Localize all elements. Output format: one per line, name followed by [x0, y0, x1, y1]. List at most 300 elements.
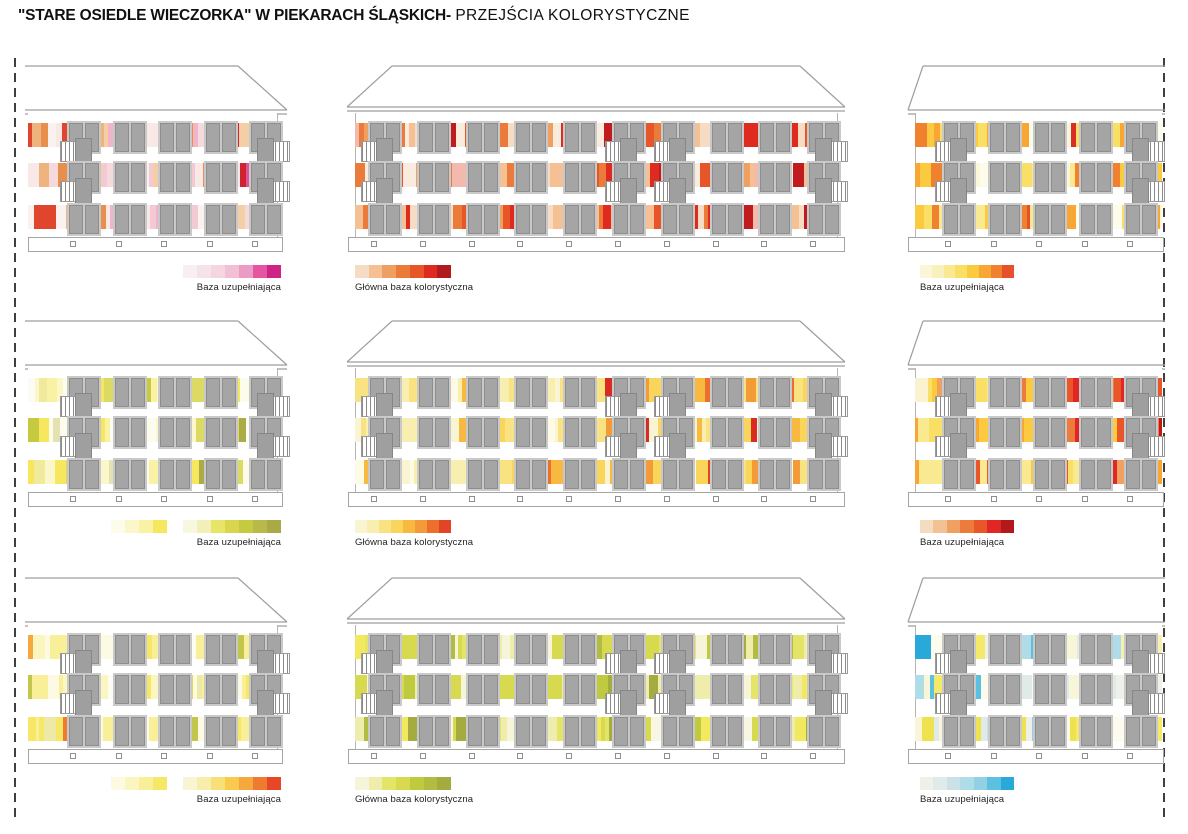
window	[758, 458, 792, 491]
legend-swatch	[125, 777, 139, 790]
window-sash	[1006, 460, 1020, 489]
window-sash	[206, 418, 220, 447]
vent-square	[713, 753, 719, 759]
window-sash	[728, 123, 742, 152]
vent-square	[1127, 753, 1133, 759]
window-sash	[776, 163, 790, 192]
stripe	[147, 123, 155, 147]
stripe	[355, 205, 363, 229]
legend-swatch	[403, 520, 415, 533]
legend-swatch	[439, 520, 451, 533]
window-sash	[1006, 418, 1020, 447]
window	[67, 458, 101, 491]
window	[988, 161, 1022, 194]
window-sash	[516, 123, 530, 152]
vent-square	[945, 241, 951, 247]
balcony-panel	[669, 433, 686, 460]
stripe	[355, 717, 364, 741]
window	[758, 376, 792, 409]
window	[710, 416, 744, 449]
window-sash	[435, 205, 449, 234]
legend-strip	[183, 777, 281, 790]
balcony-panel	[75, 690, 92, 717]
vent-square	[664, 753, 670, 759]
window-sash	[1035, 418, 1049, 447]
legend-swatch	[391, 520, 403, 533]
elevation-middle-center	[347, 320, 845, 555]
window-sash	[728, 205, 742, 234]
window-sash	[1035, 717, 1049, 746]
stripe	[239, 123, 248, 147]
window-sash	[419, 460, 433, 489]
window-sash	[516, 460, 530, 489]
roof-outline	[347, 577, 845, 629]
window-sash	[435, 418, 449, 447]
window	[710, 673, 744, 706]
stripe	[793, 163, 803, 187]
stripe	[402, 418, 411, 442]
stripe	[1160, 717, 1162, 741]
window-sash	[484, 675, 498, 704]
window-sash	[115, 163, 129, 192]
window	[417, 416, 451, 449]
legend-label: Baza uzupełniająca	[920, 794, 1005, 805]
vent-square	[713, 496, 719, 502]
window-sash	[516, 163, 530, 192]
stripe	[1021, 123, 1029, 147]
window-sash	[760, 205, 774, 234]
vent-square	[207, 753, 213, 759]
window-sash	[1051, 163, 1065, 192]
stripe	[744, 123, 753, 147]
window-sash	[251, 717, 265, 746]
window-sash	[131, 163, 145, 192]
window-sash	[565, 418, 579, 447]
window-sash	[663, 460, 677, 489]
window-sash	[160, 717, 174, 746]
window	[417, 121, 451, 154]
vent-square	[810, 753, 816, 759]
window-sash	[1006, 123, 1020, 152]
balcony-panel	[669, 178, 686, 205]
plinth	[28, 237, 283, 252]
window-sash	[532, 205, 546, 234]
stripe	[452, 163, 464, 187]
legend-label: Baza uzupełniająca	[196, 794, 281, 805]
window	[1033, 673, 1067, 706]
legend-swatch	[1001, 777, 1014, 790]
stripe	[551, 675, 562, 699]
window-sash	[712, 418, 726, 447]
balcony-panel	[950, 178, 967, 205]
legend-strip	[183, 265, 281, 278]
legend-swatch	[1001, 520, 1014, 533]
window	[661, 458, 695, 491]
stripe	[978, 123, 987, 147]
legend-swatch	[239, 265, 253, 278]
window-sash	[565, 460, 579, 489]
window-sash	[1142, 460, 1156, 489]
stripe	[915, 378, 928, 402]
window	[563, 161, 597, 194]
vent-square	[252, 753, 258, 759]
window-sash	[809, 717, 823, 746]
window	[417, 633, 451, 666]
balcony-panel	[75, 178, 92, 205]
window-sash	[160, 418, 174, 447]
window-sash	[85, 460, 99, 489]
vent-square	[566, 241, 572, 247]
window-sash	[222, 205, 236, 234]
vent-square	[371, 496, 377, 502]
window	[710, 161, 744, 194]
window-sash	[115, 378, 129, 407]
window-sash	[85, 205, 99, 234]
vent-square	[469, 496, 475, 502]
vent-square	[664, 241, 670, 247]
window-sash	[160, 635, 174, 664]
legend-swatch	[382, 777, 396, 790]
window	[466, 715, 500, 748]
vent-square	[664, 496, 670, 502]
window-sash	[160, 163, 174, 192]
window-sash	[160, 378, 174, 407]
window-sash	[419, 205, 433, 234]
window	[710, 203, 744, 236]
window	[988, 673, 1022, 706]
window-sash	[516, 205, 530, 234]
window-sash	[419, 123, 433, 152]
window	[758, 715, 792, 748]
window-sash	[484, 460, 498, 489]
window-sash	[419, 675, 433, 704]
window-sash	[1081, 378, 1095, 407]
vent-square	[161, 241, 167, 247]
balcony-panel	[1132, 690, 1149, 717]
roof-outline	[347, 320, 845, 372]
window-sash	[1097, 205, 1111, 234]
window	[563, 458, 597, 491]
vent-square	[1036, 753, 1042, 759]
window	[988, 416, 1022, 449]
window-sash	[990, 675, 1004, 704]
vent-square	[1127, 241, 1133, 247]
window	[563, 203, 597, 236]
window	[113, 633, 147, 666]
window-sash	[532, 123, 546, 152]
window	[158, 203, 192, 236]
window-sash	[222, 717, 236, 746]
vent-square	[70, 753, 76, 759]
legend-swatch	[974, 520, 987, 533]
window	[417, 203, 451, 236]
window-sash	[776, 675, 790, 704]
stripe	[1160, 205, 1162, 229]
window-sash	[990, 418, 1004, 447]
vent-square	[991, 241, 997, 247]
window-sash	[1081, 635, 1095, 664]
window-sash	[944, 717, 958, 746]
window-sash	[1035, 635, 1049, 664]
stripe	[44, 717, 56, 741]
legend-swatch	[197, 777, 211, 790]
stripe	[1113, 205, 1122, 229]
window-sash	[419, 163, 433, 192]
stripe	[798, 123, 806, 147]
vent-square	[761, 496, 767, 502]
roof-outline	[347, 65, 845, 117]
window-sash	[679, 205, 693, 234]
window-sash	[176, 418, 190, 447]
window	[417, 376, 451, 409]
legend-swatch	[211, 520, 225, 533]
stripe	[794, 378, 803, 402]
window-sash	[386, 205, 400, 234]
window	[514, 458, 548, 491]
stripe	[915, 635, 927, 659]
vent-square	[713, 241, 719, 247]
window	[1033, 376, 1067, 409]
window	[368, 458, 402, 491]
stripe	[980, 460, 987, 484]
window-sash	[776, 205, 790, 234]
window	[417, 161, 451, 194]
window-sash	[484, 123, 498, 152]
legend-swatch	[947, 777, 960, 790]
stripe-band	[28, 205, 278, 229]
window	[563, 121, 597, 154]
stripe	[795, 717, 806, 741]
legend-swatch	[111, 520, 125, 533]
window-sash	[176, 378, 190, 407]
window-sash	[251, 460, 265, 489]
window-sash	[532, 675, 546, 704]
vent-square	[991, 753, 997, 759]
stripe	[1024, 418, 1033, 442]
window	[1079, 715, 1113, 748]
window	[204, 416, 238, 449]
stripe	[450, 378, 459, 402]
window-sash	[267, 205, 281, 234]
window-sash	[990, 635, 1004, 664]
window-sash	[435, 163, 449, 192]
window	[758, 416, 792, 449]
vent-square	[420, 241, 426, 247]
stripe	[920, 163, 932, 187]
legend-swatch	[153, 520, 167, 533]
window-sash	[532, 717, 546, 746]
vent-square	[1082, 241, 1088, 247]
window	[249, 203, 283, 236]
window	[158, 673, 192, 706]
window	[1079, 458, 1113, 491]
elevation-middle-right	[908, 320, 1166, 555]
stripe	[39, 418, 49, 442]
balcony-panel	[376, 433, 393, 460]
legend-label: Główna baza kolorystyczna	[355, 794, 474, 805]
window-sash	[679, 460, 693, 489]
window	[514, 121, 548, 154]
window	[1079, 673, 1113, 706]
stripe	[355, 460, 364, 484]
window	[1124, 458, 1158, 491]
window-sash	[386, 460, 400, 489]
window-sash	[565, 205, 579, 234]
window-sash	[1097, 717, 1111, 746]
balcony-panel	[620, 178, 637, 205]
window-sash	[565, 123, 579, 152]
window-sash	[484, 717, 498, 746]
stripe	[195, 163, 203, 187]
window	[563, 673, 597, 706]
stripe	[53, 418, 60, 442]
window	[466, 203, 500, 236]
window-sash	[1081, 205, 1095, 234]
window-sash	[728, 163, 742, 192]
window-sash	[581, 205, 595, 234]
stripe	[34, 460, 45, 484]
legend-swatch	[932, 265, 944, 278]
window-sash	[760, 635, 774, 664]
window-sash	[1035, 378, 1049, 407]
window-sash	[435, 378, 449, 407]
window	[158, 633, 192, 666]
window-sash	[944, 460, 958, 489]
legend-label: Główna baza kolorystyczna	[355, 282, 474, 293]
window-sash	[484, 205, 498, 234]
window-sash	[679, 717, 693, 746]
vent-square	[615, 241, 621, 247]
legend-swatch	[979, 265, 991, 278]
legend-swatch	[933, 777, 946, 790]
stripe	[58, 460, 65, 484]
legend-swatch	[369, 777, 383, 790]
legend-swatch	[967, 265, 979, 278]
window-sash	[728, 717, 742, 746]
window-sash	[728, 460, 742, 489]
legend-swatch	[267, 520, 281, 533]
stripe	[404, 675, 415, 699]
window-sash	[712, 163, 726, 192]
window-sash	[222, 378, 236, 407]
window-sash	[176, 460, 190, 489]
vent-square	[70, 241, 76, 247]
vent-square	[1082, 753, 1088, 759]
stripe	[240, 378, 249, 402]
legend-swatch	[253, 265, 267, 278]
stripe	[1114, 378, 1121, 402]
window-sash	[1051, 460, 1065, 489]
window-sash	[712, 378, 726, 407]
window-sash	[990, 717, 1004, 746]
window-sash	[386, 717, 400, 746]
stripe	[918, 418, 929, 442]
window-sash	[663, 717, 677, 746]
window-sash	[267, 717, 281, 746]
window-sash	[160, 675, 174, 704]
window	[807, 715, 841, 748]
window	[661, 715, 695, 748]
window-sash	[581, 123, 595, 152]
window-sash	[581, 675, 595, 704]
window	[942, 458, 976, 491]
vent-square	[371, 241, 377, 247]
window-sash	[1051, 717, 1065, 746]
window	[942, 715, 976, 748]
legend-swatch	[427, 520, 439, 533]
stripe	[1112, 163, 1120, 187]
vent-square	[517, 753, 523, 759]
window-sash	[419, 635, 433, 664]
legend-swatch	[410, 265, 424, 278]
window	[1124, 203, 1158, 236]
vent-square	[420, 496, 426, 502]
window-sash	[1035, 460, 1049, 489]
window-sash	[206, 205, 220, 234]
window	[158, 121, 192, 154]
stripe	[700, 123, 710, 147]
window-sash	[1051, 205, 1065, 234]
window	[1079, 376, 1113, 409]
window-sash	[1051, 123, 1065, 152]
window-sash	[435, 675, 449, 704]
stripe	[700, 163, 707, 187]
window-sash	[776, 460, 790, 489]
window-sash	[581, 163, 595, 192]
elevation-middle-left	[14, 320, 292, 555]
stripe	[793, 675, 803, 699]
window	[1079, 121, 1113, 154]
legend-strip	[920, 265, 1014, 278]
window	[612, 715, 646, 748]
window-sash	[1126, 205, 1140, 234]
window-sash	[1051, 378, 1065, 407]
vent-square	[810, 241, 816, 247]
window-sash	[825, 460, 839, 489]
window-sash	[581, 717, 595, 746]
window	[466, 376, 500, 409]
legend-swatch	[987, 520, 1000, 533]
window-sash	[663, 205, 677, 234]
window-sash	[176, 205, 190, 234]
window	[417, 458, 451, 491]
stripe	[48, 675, 60, 699]
window-sash	[435, 717, 449, 746]
stripe	[33, 635, 45, 659]
window	[988, 715, 1022, 748]
legend-strip	[111, 520, 167, 533]
vent-square	[469, 241, 475, 247]
window-sash	[1035, 163, 1049, 192]
stripe	[500, 460, 512, 484]
legend-swatch	[197, 520, 211, 533]
elevation-bottom-right	[908, 577, 1166, 812]
stripe	[502, 635, 510, 659]
window-sash	[115, 123, 129, 152]
plinth	[28, 492, 283, 507]
window-sash	[131, 635, 145, 664]
stripe	[45, 460, 56, 484]
window-sash	[176, 163, 190, 192]
window-sash	[1097, 635, 1111, 664]
window	[1033, 161, 1067, 194]
stripe	[978, 205, 985, 229]
window	[514, 161, 548, 194]
window-sash	[160, 123, 174, 152]
vent-square	[566, 496, 572, 502]
legend-swatch	[396, 777, 410, 790]
legend-swatch	[355, 777, 369, 790]
